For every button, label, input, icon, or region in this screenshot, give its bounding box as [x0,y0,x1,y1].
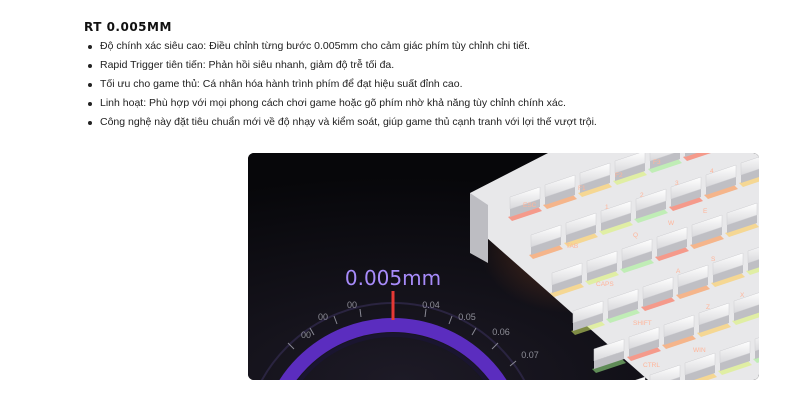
gauge-tick-label: 00 [317,312,329,322]
gauge-tick-label: 0.05 [458,312,476,322]
key-label-3: 3 [675,180,679,187]
key-label-s: S [711,256,716,263]
gauge-tick-label: 0.07 [521,350,539,360]
key-label-f1: F1 [578,185,586,192]
keyboard-illustration [248,153,759,380]
key-label-4: 4 [710,168,714,175]
feature-item: Linh hoạt: Phù hợp với mọi phong cách chơi game hoặc gõ phím nhờ khả năng tùy chỉnh chính xác. [84,94,724,113]
feature-item: Công nghệ này đặt tiêu chuẩn mới về độ nhạy và kiểm soát, giúp game thủ cạnh tranh với lợi thế vượt trội. [84,113,724,132]
gauge-tick-label: 0.06 [492,327,510,337]
key-label-w: W [668,220,675,227]
key-label-1: 1 [605,204,609,211]
key-label-x: X [740,292,745,299]
key-label-ctrl: CTRL [643,362,660,369]
key-label-q: Q [633,232,639,239]
key-label-win: WIN [693,347,706,354]
gauge-readout: 0.005mm [344,266,442,290]
key-label-a: A [676,268,681,275]
gauge-tick-label: 00 [346,300,358,310]
key-label-f2: F2 [615,172,623,179]
key-label-esc: ESC [523,202,537,209]
key-label-caps: CAPS [596,281,614,288]
key-label-shift: SHIFT [633,320,652,327]
feature-item: Tối ưu cho game thủ: Cá nhân hóa hành trình phím để đạt hiệu suất đỉnh cao. [84,75,724,94]
key-label-z: Z [706,304,710,311]
feature-item: Rapid Trigger tiên tiến: Phản hồi siêu nhanh, giảm độ trễ tối đa. [84,56,724,75]
product-hero-image [248,153,759,380]
key-label-f3: F3 [653,159,661,166]
key-label-tab: TAB [566,243,579,250]
key-label-2: 2 [640,192,644,199]
section-heading: RT 0.005MM [84,20,172,34]
feature-item: Độ chính xác siêu cao: Điều chỉnh từng bước 0.005mm cho cảm giác phím tùy chỉnh chi tiết. [84,37,724,56]
gauge-tick-label: 00 [300,330,312,340]
key-label-e: E [703,208,708,215]
gauge-tick-label: 0.04 [422,300,440,310]
feature-list [84,37,724,132]
